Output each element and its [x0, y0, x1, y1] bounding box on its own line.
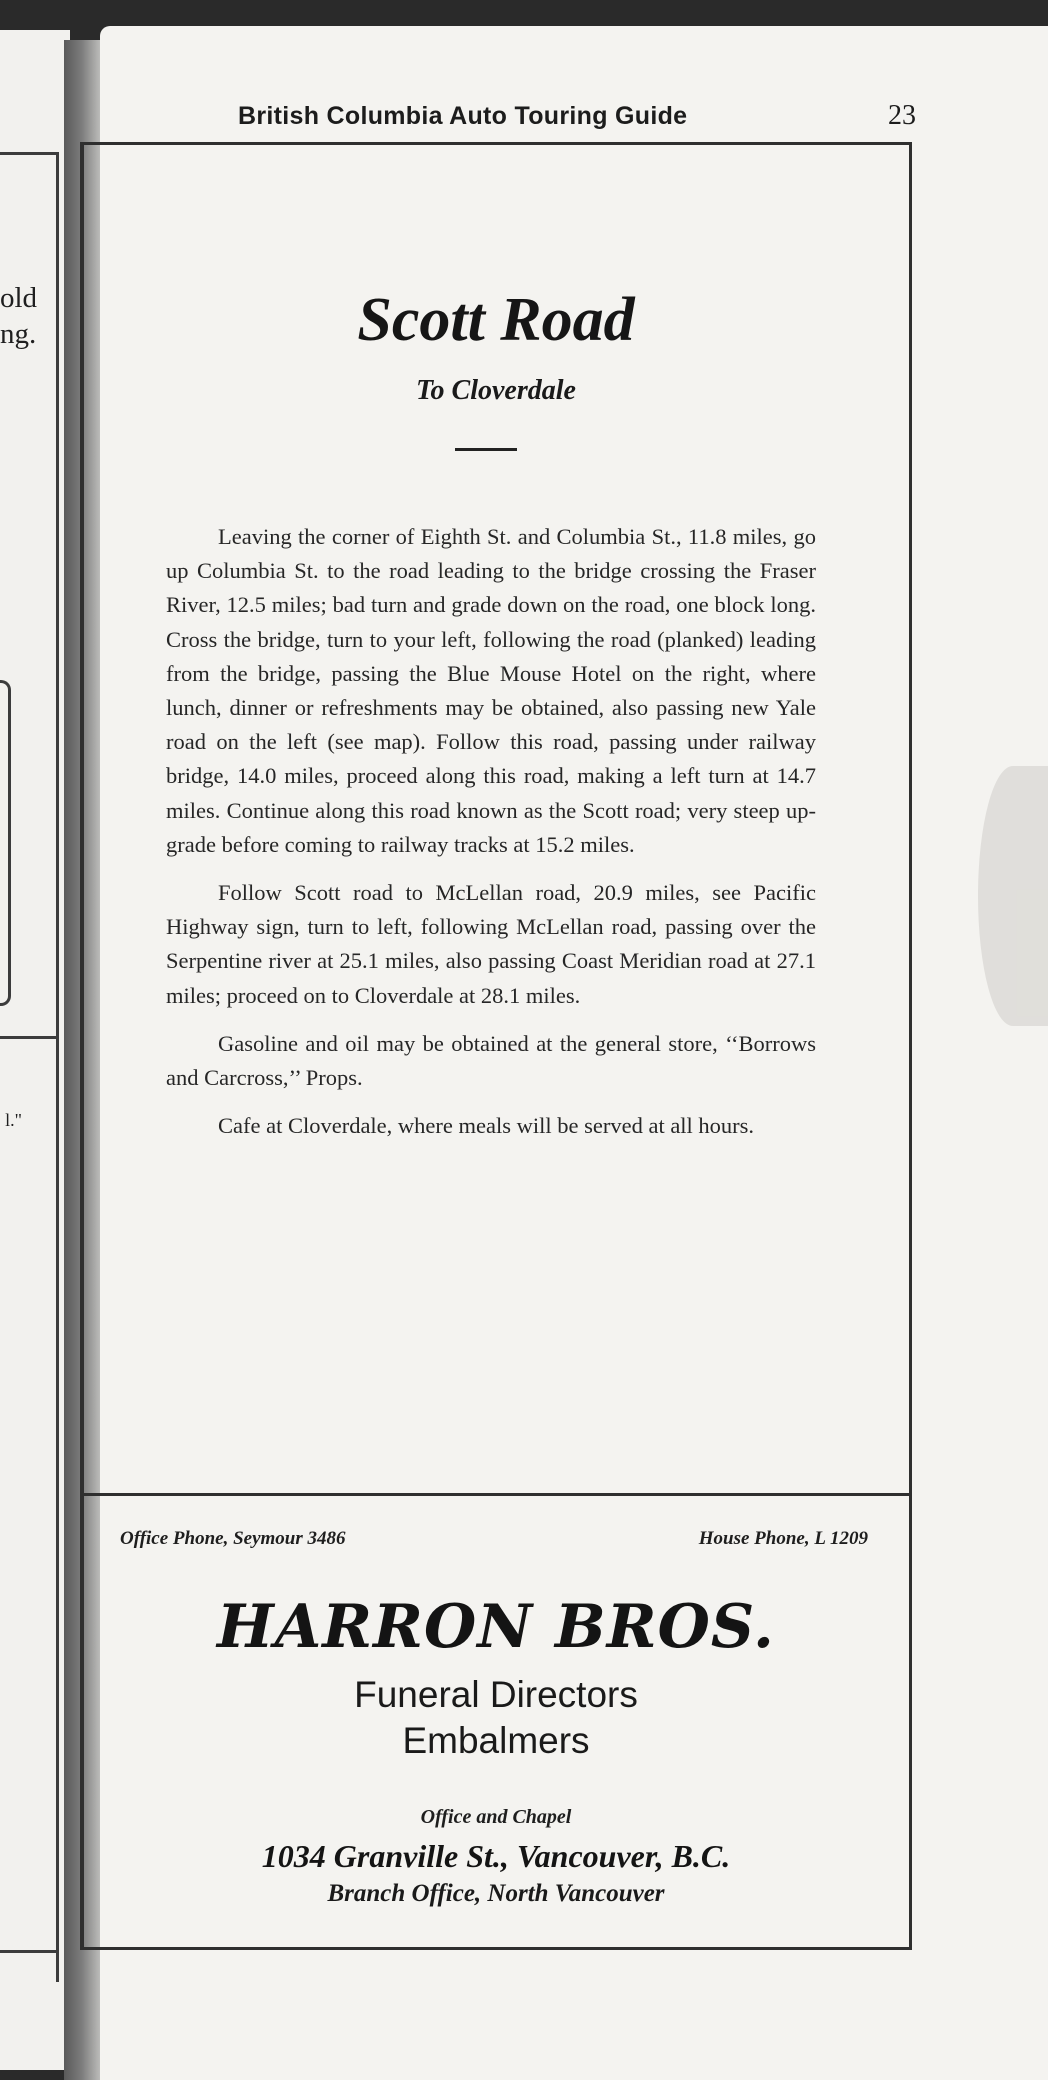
page-stain — [978, 766, 1048, 1026]
title-rule — [455, 448, 517, 451]
house-phone: House Phone, L 1209 — [698, 1528, 868, 1549]
prev-page-text: ng. — [0, 318, 37, 350]
ad-service-line: Embalmers — [402, 1720, 590, 1761]
running-header — [140, 100, 920, 140]
body-paragraph: Follow Scott road to McLellan road, 20.9 miles, see Pacific Highway sign, turn to left, following McLellan road, passing over the Serpentine river at 25.1 miles, also passing Coast Meridian road at 27.1 miles; proceed on to Cloverdale at 28.1 miles. — [166, 880, 816, 1008]
company-name: HARRON BROS. — [217, 1592, 775, 1662]
prev-page-bottom-rule — [0, 1950, 58, 1953]
previous-page-fragment — [0, 30, 70, 2070]
running-title: British Columbia Auto Touring Guide — [238, 102, 688, 130]
body-paragraph: Cafe at Cloverdale, where meals will be served at all hours. — [218, 1113, 755, 1139]
prev-page-box — [0, 680, 11, 1006]
address: 1034 Granville St., Vancouver, B.C. — [261, 1838, 731, 1874]
ad-divider — [80, 1493, 912, 1496]
prev-page-frame-line — [56, 152, 59, 1982]
ad-service-line: Funeral Directors — [354, 1674, 638, 1715]
office-label: Office and Chapel — [420, 1806, 572, 1828]
page-number: 23 — [888, 100, 916, 131]
article-title: Scott Road — [357, 286, 635, 354]
body-paragraph: Leaving the corner of Eighth St. and Columbia St., 11.8 miles, go up Columbia St. to the road leading to the bridge crossing the Fraser River, 12.5 miles; bad turn and grade down on the road, one block long. Cross the bridge, turn to your left, following the road (planked) leading from the bridge, passing the Blue Mouse Hotel on the right, where lunch, dinner or refreshments may be obtained, also passing new Yale road on the left (see map). Follow this road, passing under railway bridge, 14.0 miles, proceed along this road, making a left turn at 14.7 miles. Continue along this road known as the Scott road; very steep up-grade before coming to railway tracks at 15.2 miles. — [166, 524, 816, 857]
branch-office: Branch Office, North Vancouver — [327, 1880, 665, 1907]
body-paragraph: Gasoline and oil may be obtained at the general store, ‘‘Borrows and Carcross,’’ Props. — [166, 1030, 816, 1091]
article-subtitle: To Cloverdale — [416, 375, 576, 406]
prev-page-mid-rule — [0, 1036, 58, 1039]
prev-page-text: l." — [5, 1110, 22, 1130]
prev-page-top-rule — [0, 152, 58, 155]
prev-page-text: old — [0, 282, 38, 314]
article-body — [166, 520, 816, 1157]
office-phone: Office Phone, Seymour 3486 — [120, 1528, 346, 1549]
